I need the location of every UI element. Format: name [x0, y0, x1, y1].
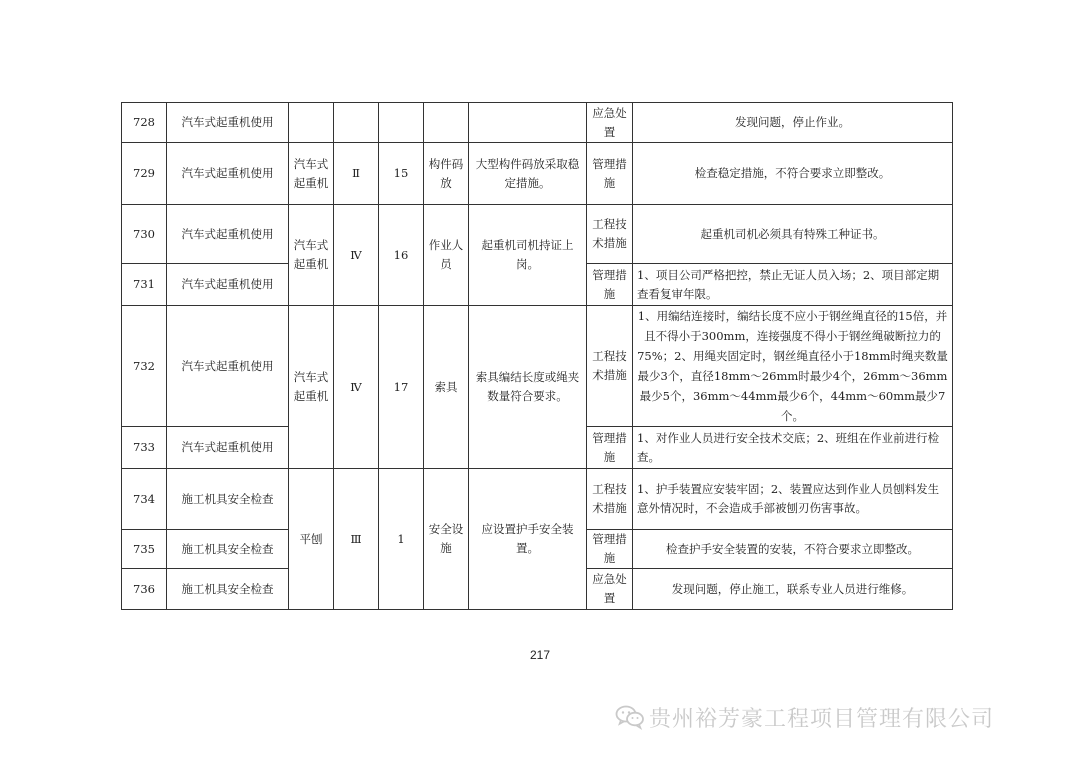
risk-control-table — [121, 102, 953, 610]
empty-cell — [334, 103, 379, 143]
hazard-source: 构件码放 — [424, 143, 469, 205]
wechat-icon — [615, 704, 645, 730]
risk-level: Ⅳ — [334, 306, 379, 469]
sequence-number: 15 — [379, 143, 424, 205]
project-name: 汽车式起重机使用 — [167, 205, 289, 264]
equipment-name: 汽车式起重机 — [289, 306, 334, 469]
risk-level: Ⅳ — [334, 205, 379, 306]
measure-type: 工程技术措施 — [587, 469, 633, 530]
control-measure: 起重机司机持证上岗。 — [469, 205, 587, 306]
measure-content: 起重机司机必须具有特殊工种证书。 — [633, 205, 953, 264]
project-name: 汽车式起重机使用 — [167, 143, 289, 205]
equipment-name: 汽车式起重机 — [289, 205, 334, 306]
table-row — [122, 469, 953, 530]
measure-content: 检查稳定措施，不符合要求立即整改。 — [633, 143, 953, 205]
project-name: 汽车式起重机使用 — [167, 103, 289, 143]
page-number: 217 — [529, 648, 551, 662]
measure-type: 管理措施 — [587, 427, 633, 469]
project-name: 汽车式起重机使用 — [167, 427, 289, 469]
risk-level: Ⅲ — [334, 469, 379, 610]
row-number: 734 — [122, 469, 167, 530]
table-row — [122, 205, 953, 264]
control-measure: 索具编结长度或绳夹数量符合要求。 — [469, 306, 587, 469]
control-measure: 大型构件码放采取稳定措施。 — [469, 143, 587, 205]
row-number: 732 — [122, 306, 167, 427]
row-number: 730 — [122, 205, 167, 264]
empty-cell — [289, 103, 334, 143]
risk-level: Ⅱ — [334, 143, 379, 205]
measure-type: 管理措施 — [587, 143, 633, 205]
measure-type: 应急处置 — [587, 569, 633, 610]
measure-type: 管理措施 — [587, 530, 633, 569]
hazard-source: 安全设施 — [424, 469, 469, 610]
hazard-source: 作业人员 — [424, 205, 469, 306]
measure-content: 发现问题，停止作业。 — [633, 103, 953, 143]
project-name: 施工机具安全检查 — [167, 530, 289, 569]
measure-content: 1、对作业人员进行安全技术交底；2、班组在作业前进行检查。 — [633, 427, 953, 469]
sequence-number: 1 — [379, 469, 424, 610]
row-number: 733 — [122, 427, 167, 469]
measure-type: 工程技术措施 — [587, 306, 633, 427]
empty-cell — [379, 103, 424, 143]
project-name: 施工机具安全检查 — [167, 469, 289, 530]
empty-cell — [424, 103, 469, 143]
row-number: 735 — [122, 530, 167, 569]
table-row — [122, 143, 953, 205]
watermark — [615, 700, 994, 734]
watermark-text: 贵州裕芳豪工程项目管理有限公司 — [649, 706, 995, 732]
hazard-source: 索具 — [424, 306, 469, 469]
measure-content: 发现问题，停止施工，联系专业人员进行维修。 — [633, 569, 953, 610]
empty-cell — [469, 103, 587, 143]
equipment-name: 平刨 — [289, 469, 334, 610]
measure-content: 1、护手装置应安装牢固；2、装置应达到作业人员刨料发生意外情况时，不会造成手部被刨刃伤害事故。 — [633, 469, 953, 530]
row-number: 736 — [122, 569, 167, 610]
measure-content: 1、用编结连接时，编结长度不应小于钢丝绳直径的15倍，并且不得小于300mm，连接强度不得小于钢丝绳破断拉力的75%；2、用绳夹固定时，钢丝绳直径小于18mm时绳夹数量最少3个，直径18mm～26mm时最少4个，26mm～36mm最少5个，36mm～44mm最少6个，44mm～60mm最少7个。 — [633, 306, 953, 427]
project-name: 汽车式起重机使用 — [167, 306, 289, 427]
row-number: 729 — [122, 143, 167, 205]
project-name: 施工机具安全检查 — [167, 569, 289, 610]
measure-type: 应急处置 — [587, 103, 633, 143]
sequence-number: 16 — [379, 205, 424, 306]
project-name: 汽车式起重机使用 — [167, 264, 289, 306]
row-number: 731 — [122, 264, 167, 306]
measure-content: 1、项目公司严格把控，禁止无证人员入场；2、项目部定期查看复审年限。 — [633, 264, 953, 306]
measure-content: 检查护手安全装置的安装，不符合要求立即整改。 — [633, 530, 953, 569]
equipment-name: 汽车式起重机 — [289, 143, 334, 205]
control-measure: 应设置护手安全装置。 — [469, 469, 587, 610]
measure-type: 工程技术措施 — [587, 205, 633, 264]
table-row — [122, 103, 953, 143]
sequence-number: 17 — [379, 306, 424, 469]
row-number: 728 — [122, 103, 167, 143]
measure-type: 管理措施 — [587, 264, 633, 306]
table-row — [122, 306, 953, 427]
